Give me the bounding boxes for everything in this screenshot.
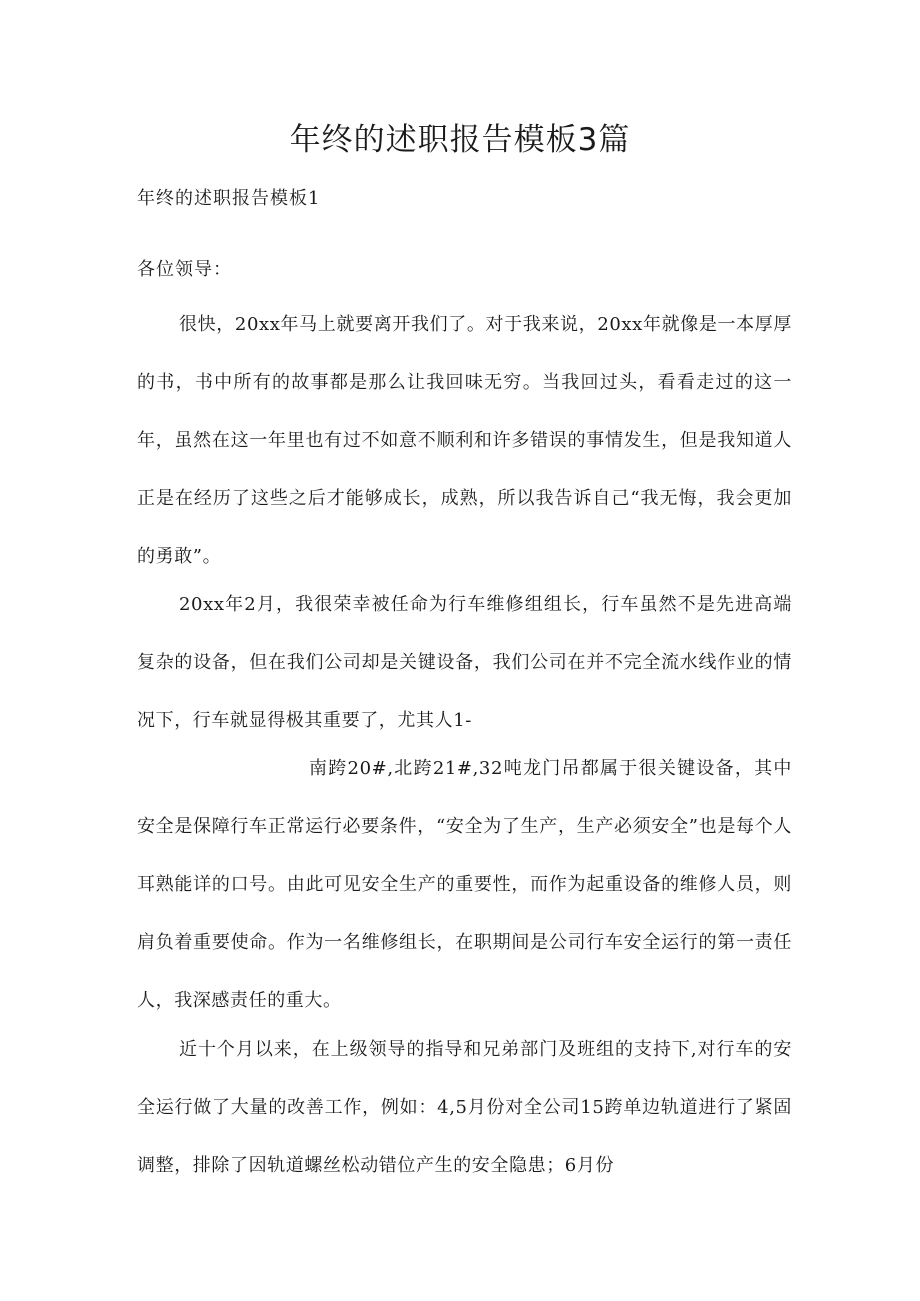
paragraph-4: 近十个月以来，在上级领导的指导和兄弟部门及班组的支持下,对行车的安全运行做了大量的改善工作，例如：4,5月份对全公司15跨单边轨道进行了紧固调整，排除了因轨道螺丝松动错位产生的安全隐患；6月份 bbox=[137, 1039, 792, 1176]
document-title: 年终的述职报告模板3篇 bbox=[289, 122, 631, 158]
paragraph-3: 南跨20#,北跨21#,32吨龙门吊都属于很关键设备，其中安全是保障行车正常运行必要条件，“安全为了生产，生产必须安全”也是每个人耳熟能详的口号。由此可见安全生产的重要性，而作为起重设备的维修人员，则肩负着重要使命。作为一名维修组长，在职期间是公司行车安全运行的第一责任人，我深感责任的重大。 bbox=[137, 758, 792, 1011]
section-heading: 年终的述职报告模板1 bbox=[137, 188, 321, 209]
paragraph-1: 很快，20xx年马上就要离开我们了。对于我来说，20xx年就像是一本厚厚的书，书中所有的故事都是那么让我回味无穷。当我回过头，看看走过的这一年，虽然在这一年里也有过不如意不顺利和许多错误的事情发生，但是我知道人正是在经历了这些之后才能够成长，成熟，所以我告诉自己“我无悔，我会更加的勇敢”。 bbox=[137, 314, 792, 567]
salutation: 各位领导： bbox=[137, 259, 232, 280]
paragraph-2: 20xx年2月，我很荣幸被任命为行车维修组组长，行车虽然不是先进高端复杂的设备，但在我们公司却是关键设备，我们公司在并不完全流水线作业的情况下，行车就显得极其重要了，尤其人1- bbox=[137, 594, 792, 731]
